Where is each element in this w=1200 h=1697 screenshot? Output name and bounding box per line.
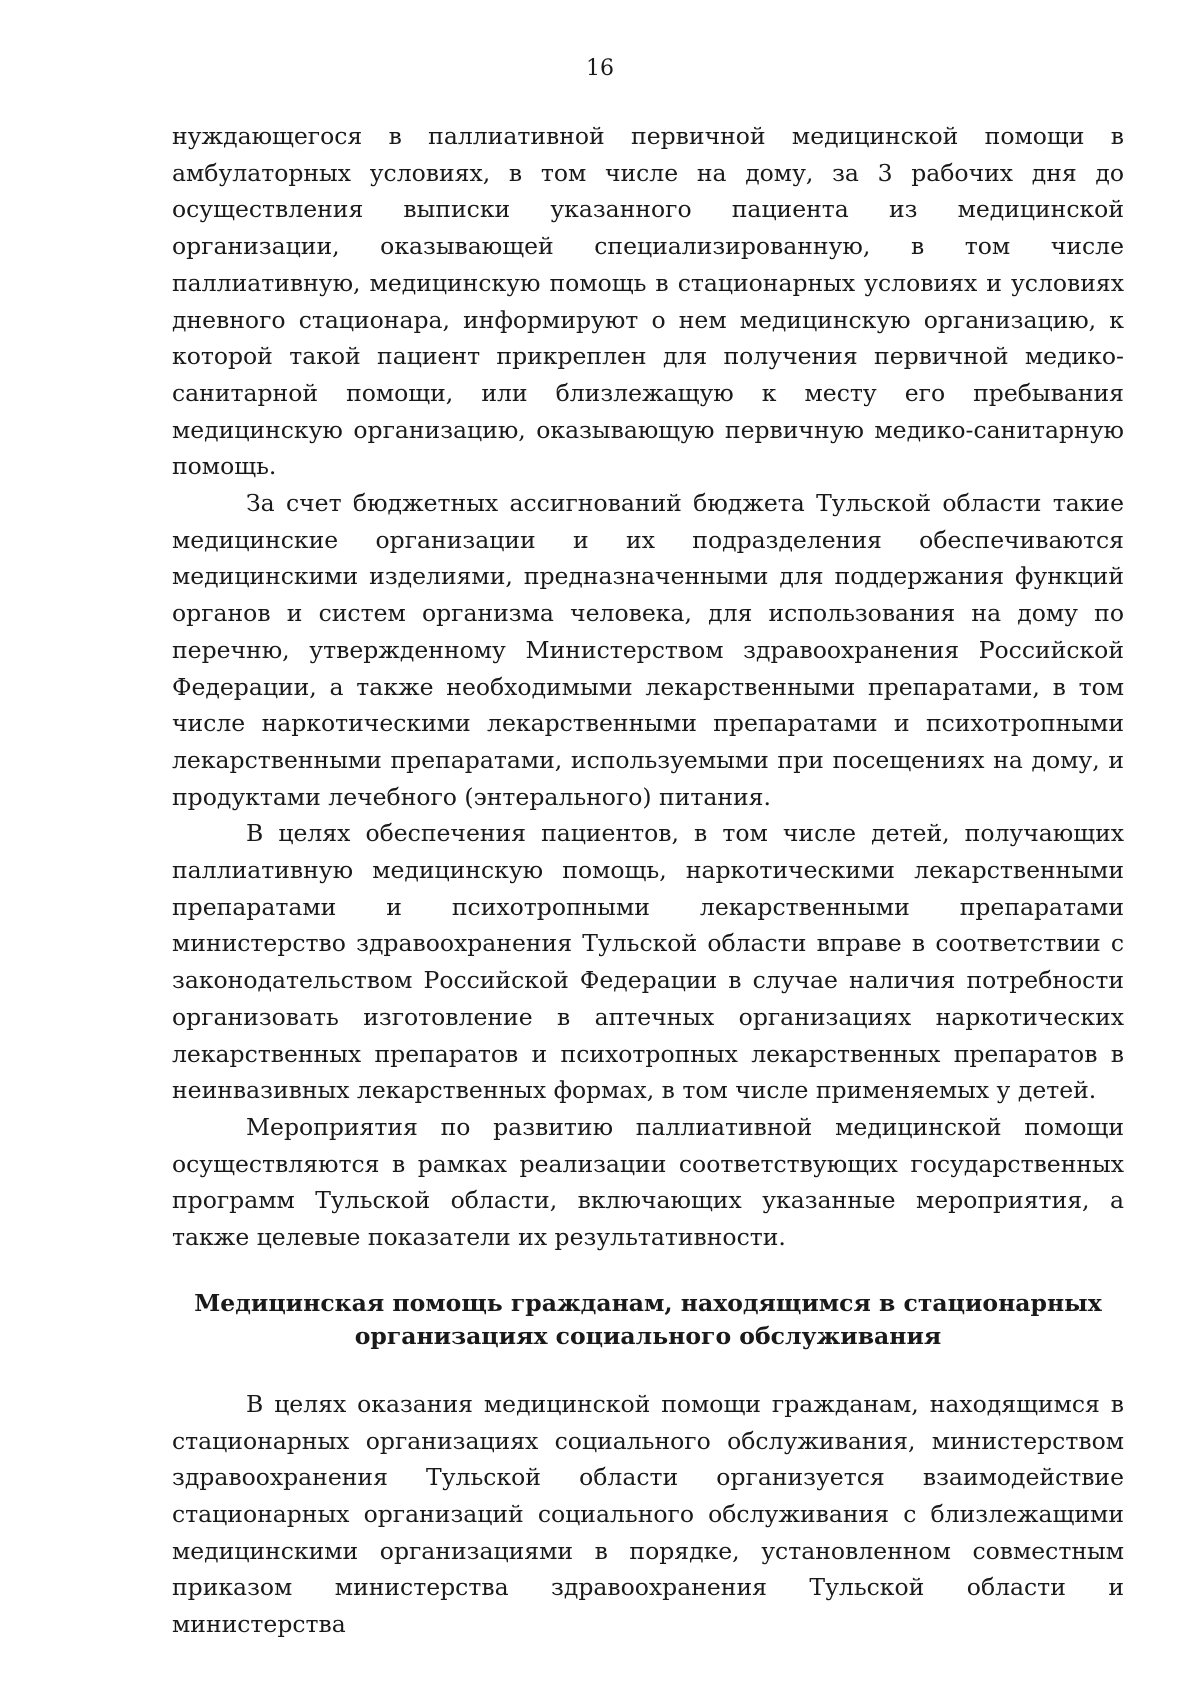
paragraph-continuation: нуждающегося в паллиативной первичной медицинской помощи в амбулаторных условиях, в том числе на дому, за 3 рабочих дня до осуществления выписки указанного пациента из медицинской организации, оказывающей специализированную, в том числе паллиативную, медицинскую помощь в стационарных условиях и условиях дневного стационара, информируют о нем медицинскую организацию, к которой такой пациент прикреплен для получения первичной медико-санитарной помощи, или близлежащую к месту его пребывания медицинскую организацию, оказывающую первичную медико-санитарную помощь. — [172, 122, 1124, 481]
paragraph-social-service-care: В целях оказания медицинской помощи гражданам, находящимся в стационарных организациях социального обслуживания, министерством здравоохранения Тульской области организуется взаимодействие стационарных организаций социального обслуживания с близлежащими медицинскими организациями в порядке, установленном совместным приказом министерства здравоохранения Тульской области и министерства — [172, 1389, 1124, 1639]
document-body — [172, 118, 1124, 1643]
paragraph-palliative-programs: Мероприятия по развитию паллиативной медицинской помощи осуществляются в рамках реализации соответствующих государственных программ Тульской области, включающих указанные мероприятия, а также целевые показатели их результативности. — [172, 1112, 1124, 1252]
section-heading: Медицинская помощь гражданам, находящимся в стационарных организациях социального обслуживания — [194, 1288, 1102, 1350]
page-number: 16 — [586, 56, 614, 81]
paragraph-budget-funding: За счет бюджетных ассигнований бюджета Тульской области такие медицинские организации и их подразделения обеспечиваются медицинскими изделиями, предназначенными для поддержания функций органов и систем организма человека, для использования на дому по перечню, утвержденному Министерством здравоохранения Российской Федерации, а также необходимыми лекарственными препаратами, в том числе наркотическими лекарственными препаратами и психотропными лекарственными препаратами, используемыми при посещениях на дому, и продуктами лечебного (энтерального) питания. — [172, 489, 1124, 811]
paragraph-narcotic-provision: В целях обеспечения пациентов, в том числе детей, получающих паллиативную медицинскую помощь, наркотическими лекарственными препаратами и психотропными лекарственными препаратами министерство здравоохранения Тульской области вправе в соответствии с законодательством Российской Федерации в случае наличия потребности организовать изготовление в аптечных организациях наркотических лекарственных препаратов и психотропных лекарственных препаратов в неинвазивных лекарственных формах, в том числе применяемых у детей. — [172, 819, 1124, 1105]
